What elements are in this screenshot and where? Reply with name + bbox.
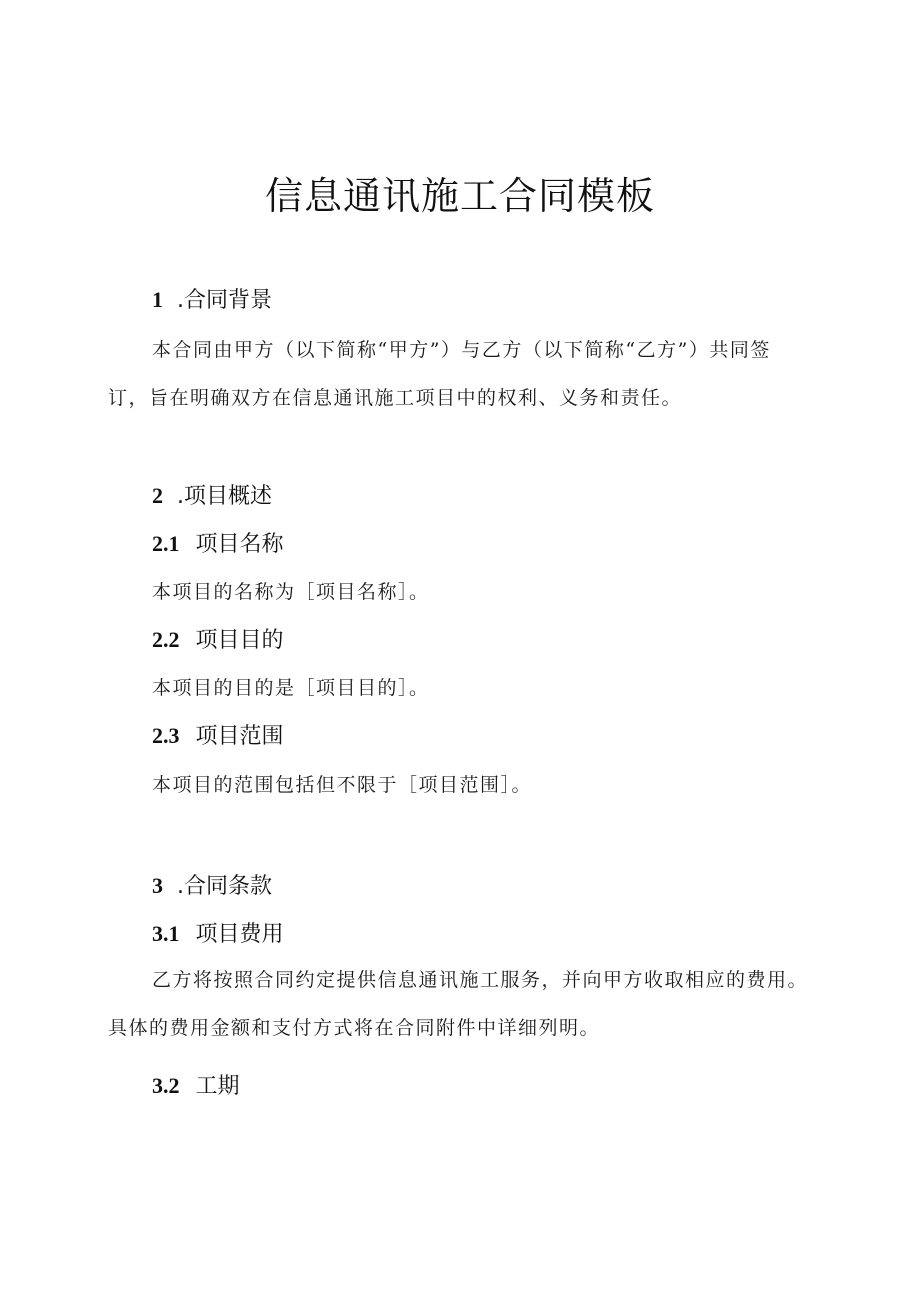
section-heading-1 bbox=[152, 284, 272, 317]
subsection-heading-3-1 bbox=[152, 918, 284, 951]
section-paragraph-1: 本合同由甲方（以下简称“甲方”）与乙方（以下简称“乙方”）共同签订，旨在明确双方在信息通讯施工项目中的权利、义务和责任。 bbox=[108, 339, 771, 409]
subsection-title: 项目费用 bbox=[195, 922, 284, 947]
section-heading-3 bbox=[152, 870, 272, 903]
subsection-number: 2.1 bbox=[152, 531, 180, 556]
subsection-title: 项目范围 bbox=[195, 724, 284, 749]
subsection-title: 工期 bbox=[195, 1074, 240, 1099]
subsection-number: 2.2 bbox=[152, 627, 180, 652]
subsection-number: 3.2 bbox=[152, 1073, 180, 1098]
subsection-heading-2-3 bbox=[152, 720, 284, 753]
subsection-number: 2.3 bbox=[152, 723, 180, 748]
subsection-heading-3-2 bbox=[152, 1070, 240, 1103]
subsection-number: 3.1 bbox=[152, 921, 180, 946]
subsection-paragraph-3-1: 乙方将按照合同约定提供信息通讯施工服务，并向甲方收取相应的费用。具体的费用金额和支付方式将在合同附件中详细列明。 bbox=[108, 969, 809, 1039]
section-number: 1 bbox=[152, 287, 163, 312]
section-number: 3 bbox=[152, 873, 163, 898]
section-number: 2 bbox=[152, 483, 163, 508]
subsection-heading-2-1 bbox=[152, 528, 284, 561]
subsection-paragraph-2-2: 本项目的目的是［项目目的］。 bbox=[152, 677, 430, 699]
subsection-paragraph-2-3: 本项目的范围包括但不限于［项目范围］。 bbox=[152, 774, 533, 796]
section-title: .项目概述 bbox=[177, 484, 272, 509]
subsection-paragraph-2-1: 本项目的名称为［项目名称］。 bbox=[152, 581, 430, 603]
document-title: 信息通讯施工合同模板 bbox=[264, 174, 655, 218]
section-heading-2 bbox=[152, 480, 272, 513]
section-title: .合同条款 bbox=[177, 874, 272, 899]
section-title: .合同背景 bbox=[177, 288, 272, 313]
subsection-heading-2-2 bbox=[152, 624, 284, 657]
subsection-title: 项目目的 bbox=[195, 628, 284, 653]
subsection-title: 项目名称 bbox=[195, 532, 284, 557]
